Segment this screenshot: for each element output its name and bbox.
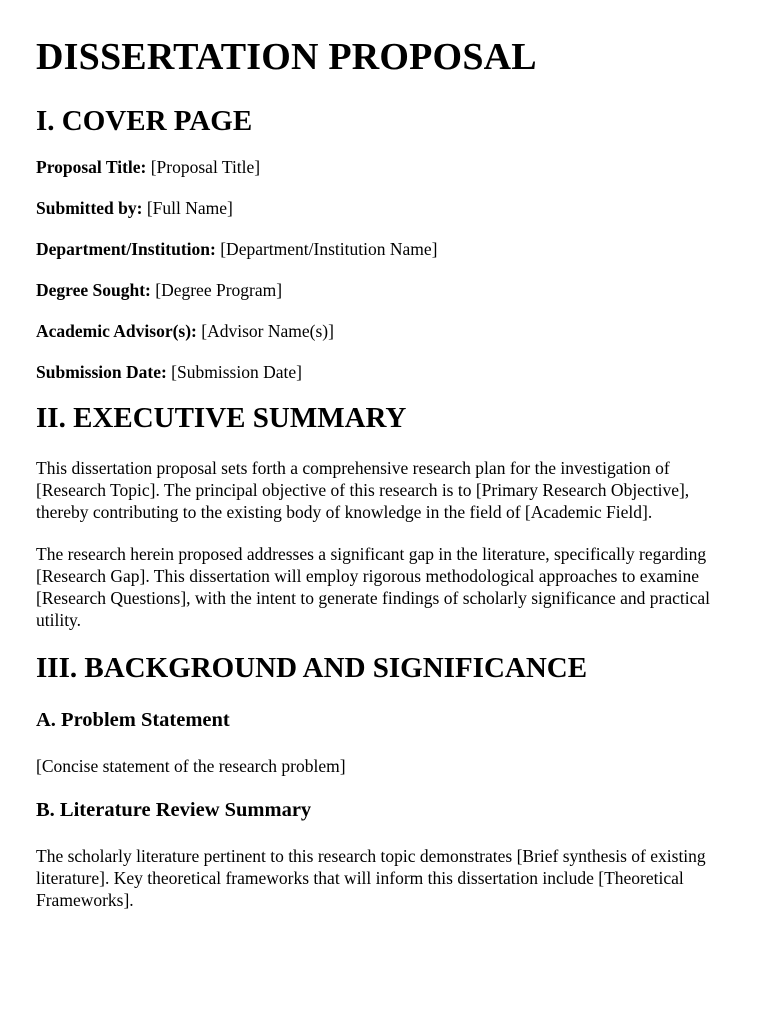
literature-review-text: The scholarly literature pertinent to this research topic demonstrates [Brief synthesis of existing literature]. Key theoretical frameworks that will inform this dissertation include [Theoretical Frameworks]. xyxy=(36,846,706,910)
field-department-institution xyxy=(36,238,734,260)
executive-summary-heading: II. EXECUTIVE SUMMARY xyxy=(36,402,407,434)
cover-page-heading: I. COVER PAGE xyxy=(36,105,253,137)
document-title: DISSERTATION PROPOSAL xyxy=(36,36,537,78)
field-label: Submission Date: xyxy=(36,362,167,382)
field-degree-sought xyxy=(36,279,734,301)
executive-summary-paragraph-1: This dissertation proposal sets forth a comprehensive research plan for the investigation of [Research Topic]. The principal objective of this research is to [Primary Research Objective], thereby contributing to the existing body of knowledge in the field of [Academic Field]. xyxy=(36,458,690,522)
field-value: [Submission Date] xyxy=(166,362,302,382)
field-label: Department/Institution: xyxy=(36,239,216,259)
field-label: Proposal Title: xyxy=(36,157,147,177)
problem-statement-heading: A. Problem Statement xyxy=(36,709,230,731)
field-value: [Advisor Name(s)] xyxy=(196,321,334,341)
field-submission-date xyxy=(36,361,734,383)
field-value: [Full Name] xyxy=(142,198,233,218)
field-value: [Degree Program] xyxy=(150,280,283,300)
field-label: Submitted by: xyxy=(36,198,143,218)
field-label: Academic Advisor(s): xyxy=(36,321,197,341)
background-significance-heading: III. BACKGROUND AND SIGNIFICANCE xyxy=(36,652,588,684)
executive-summary-paragraph-2: The research herein proposed addresses a significant gap in the literature, specifically regarding [Research Gap]. This dissertation will employ rigorous methodological approaches to examine [Research Questions], with the intent to generate findings of scholarly significance and practical utility. xyxy=(36,544,711,630)
field-value: [Proposal Title] xyxy=(146,157,261,177)
field-value: [Department/Institution Name] xyxy=(215,239,438,259)
literature-review-heading: B. Literature Review Summary xyxy=(36,799,312,821)
field-academic-advisors xyxy=(36,320,734,342)
field-proposal-title xyxy=(36,156,734,178)
problem-statement-text: [Concise statement of the research problem] xyxy=(36,756,346,776)
field-submitted-by xyxy=(36,197,734,219)
field-label: Degree Sought: xyxy=(36,280,151,300)
